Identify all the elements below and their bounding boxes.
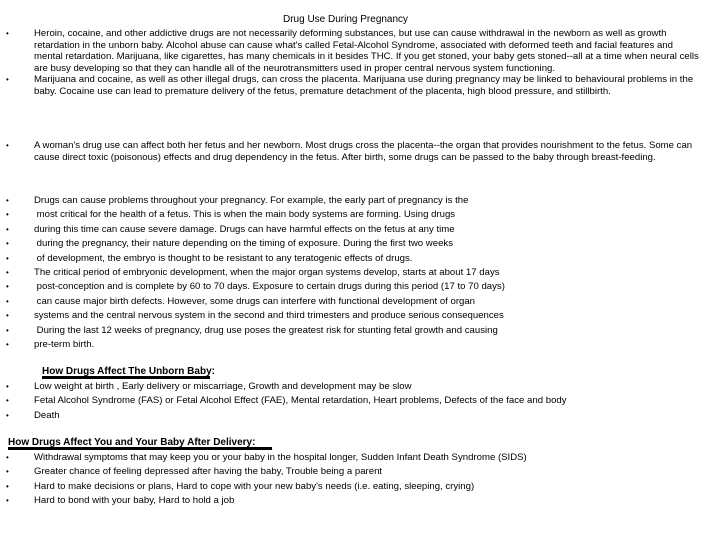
list-item [0,465,702,479]
list-item-text: Drugs can cause problems throughout your pregnancy. For example, the early part of pregnancy is the [34,195,469,206]
bullet-icon: • [6,340,9,350]
list-item [0,295,702,309]
bullet-icon: • [6,382,9,391]
bullet-icon: • [6,210,9,220]
after-heading-text: How Drugs Affect You and Your Baby After Delivery: [8,437,256,448]
list-item [0,494,702,508]
list-item [0,409,702,423]
bullet-icon: • [6,325,9,335]
list-item-text: A woman's drug use can affect both her fetus and her newborn. Most drugs cross the placenta--the organ that provides nourishment to the fetus. Some can cause direct toxic (poisonous) effects and drug dependency in the fetus. After birth, some drugs can be passed to the baby through breast-feeding. [34,140,693,163]
bullet-icon: • [6,496,9,506]
section-intro [0,28,720,97]
list-item [0,252,702,266]
bullet-icon: • [6,453,9,462]
list-item [0,480,702,494]
list-item [0,394,702,408]
bullet-icon: • [6,239,9,249]
list-item [0,74,702,97]
list-item-text: Withdrawal symptoms that may keep you or your baby in the hospital longer, Sudden Infant Death Syndrome (SIDS) [34,452,527,463]
list-item-text: post-conception and is complete by 60 to 70 days. Exposure to certain drugs during this period (17 to 70 days) [36,281,505,293]
list-item-text: can cause major birth defects. However, some drugs can interfere with functional development of organ [36,295,476,307]
list-item-text: Death [34,409,60,421]
list-item [0,223,702,237]
list-item-text: most critical for the health of a fetus. This is when the main body systems are forming. Using drugs [36,209,456,221]
list-item-text: Hard to bond with your baby, Hard to hold a job [34,495,235,507]
bullet-icon: • [6,282,9,292]
bullet-icon: • [6,29,9,38]
list-item-text: systems and the central nervous system in the second and third trimesters and produce serious consequences [34,310,504,322]
bullet-icon: • [6,296,9,306]
list-item [0,140,702,163]
bullet-icon: • [6,268,9,278]
list-item [0,28,702,74]
bullet-icon: • [6,224,9,234]
list-item [0,208,702,222]
list-item-text: Low weight at birth , Early delivery or miscarriage, Growth and development may be slow [34,381,412,392]
list-item [0,380,702,394]
after-list [0,451,720,509]
section-timing [0,194,720,352]
list-item-text: of development, the embryo is thought to be resistant to any teratogenic effects of drugs. [36,252,413,264]
bullet-icon: • [6,75,9,84]
bullet-icon: • [6,311,9,321]
list-item-text: During the last 12 weeks of pregnancy, drug use poses the greatest risk for stunting fetal growth and causing [36,324,498,336]
list-item-text: pre-term birth. [34,339,95,351]
unborn-heading-text: How Drugs Affect The Unborn Baby: [42,366,215,377]
list-item [0,324,702,338]
section-effects [0,140,720,163]
after-heading [8,437,255,449]
list-item [0,266,702,280]
list-item-text: Hard to make decisions or plans, Hard to cope with your new baby's needs (i.e. eating, sleeping, crying) [34,480,475,492]
bullet-icon: • [6,196,9,205]
list-item-text: during the pregnancy, their nature depending on the timing of exposure. During the first two weeks [36,238,454,250]
page-title: Drug Use During Pregnancy [283,14,409,25]
list-item-text: Marijuana and cocaine, as well as other illegal drugs, can cross the placenta. Marijuana use during pregnancy may be linked to behavioural problems in the baby. Cocaine use can lead to premature delivery of the fetus, premature detachment of the placenta, high blood pressure, and stillbirth. [34,74,694,97]
list-item-text: Greater chance of feeling depressed after having the baby, Trouble being a parent [34,466,383,478]
list-item-text: during this time can cause severe damage. Drugs can have harmful effects on the fetus at any time [34,223,455,235]
list-item-text: The critical period of embryonic development, when the major organ systems develop, starts at about 17 days [34,267,500,279]
list-item-text: Heroin, cocaine, and other addictive drugs are not necessarily deforming substances, but use can cause withdrawal in the newborn as well as growth retardation in the unborn baby. Alcohol abuse can cause what's called Fetal-Alcohol Syndrome, associated with deformed teeth and facial features and mental retardation. Marijuana, like cigarettes, has many chemicals in it besides THC. If you get stoned, your baby gets stoned--all at a time when neural cells are busy developing so that they can handle all of the neurotransmitters used in proper central nervous system functioning. [34,28,699,74]
list-item [0,309,702,323]
bullet-icon: • [6,253,9,263]
bullet-icon: • [6,396,9,406]
unborn-heading [42,366,215,378]
bullet-icon: • [6,467,9,477]
bullet-icon: • [6,141,9,150]
list-item [0,237,702,251]
bullet-icon: • [6,481,9,491]
list-item [0,338,702,352]
list-item [0,280,702,294]
list-item-text: Fetal Alcohol Syndrome (FAS) or Fetal Alcohol Effect (FAE), Mental retardation, Heart problems, Defects of the face and body [34,395,567,407]
list-item [0,194,702,208]
list-item [0,451,702,465]
bullet-icon: • [6,410,9,420]
unborn-list [0,380,720,423]
